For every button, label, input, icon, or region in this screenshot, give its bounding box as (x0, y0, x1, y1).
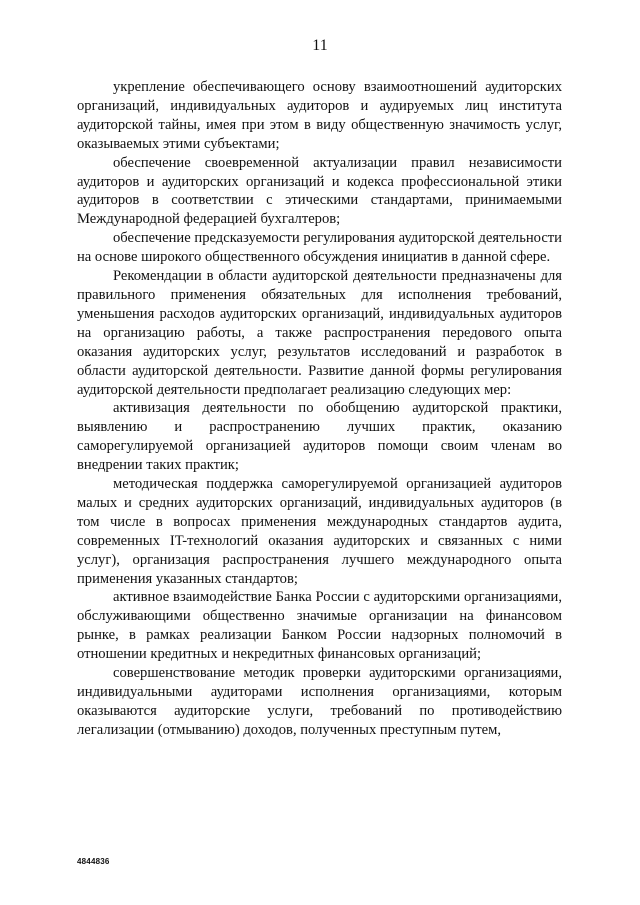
document-id: 4844836 (77, 857, 110, 866)
page-number: 11 (312, 37, 328, 54)
paragraph-3: обеспечение предсказуемости регулирования аудиторской деятельности на основе широкого общественного обсуждения инициатив в данной сфере. (77, 230, 562, 266)
paragraph-6: методическая поддержка саморегулируемой организацией аудиторов малых и средних аудиторских организаций, индивидуальных аудиторов (в том числе в вопросах применения международных стандартов аудита, современных IT-технологий оказания аудиторских и связанных с ними услуг), организация распространения лучшего международного опыта применения указанных стандартов; (77, 476, 562, 587)
paragraph-4: Рекомендации в области аудиторской деятельности предназначены для правильного применения обязательных для исполнения требований, уменьшения расходов аудиторских организаций, индивидуальных аудиторов на организацию работы, а также распространения передового опыта оказания аудиторских услуг, результатов исследований и разработок в области аудиторской деятельности. Развитие данной формы регулирования аудиторской деятельности предполагает реализацию следующих мер: (77, 268, 562, 398)
paragraph-8: совершенствование методик проверки аудиторскими организациями, индивидуальными аудиторами исполнения организациями, которым оказываются аудиторские услуги, требований по противодействию легализации (отмыванию) доходов, полученных преступным путем, (77, 665, 562, 738)
paragraph-1: укрепление обеспечивающего основу взаимоотношений аудиторских организаций, индивидуальных аудиторов и аудируемых лиц института аудиторской тайны, имея при этом в виду общественную значимость услуг, оказываемых этими субъектами; (77, 79, 562, 152)
document-body (77, 78, 562, 740)
paragraph-7: активное взаимодействие Банка России с аудиторскими организациями, обслуживающими общественно значимые организации на финансовом рынке, в рамках реализации Банком России надзорных полномочий в отношении кредитных и некредитных финансовых организаций; (77, 589, 562, 663)
paragraph-2: обеспечение своевременной актуализации правил независимости аудиторов и аудиторских организаций и кодекса профессиональной этики аудиторов в соответствии с этическими стандартами, принимаемыми Международной федерацией бухгалтеров; (77, 154, 562, 228)
paragraph-5: активизация деятельности по обобщению аудиторской практики, выявлению и распространению лучших практик, оказанию саморегулируемой организацией аудиторов помощи своим членам во внедрении таких практик; (77, 400, 562, 474)
